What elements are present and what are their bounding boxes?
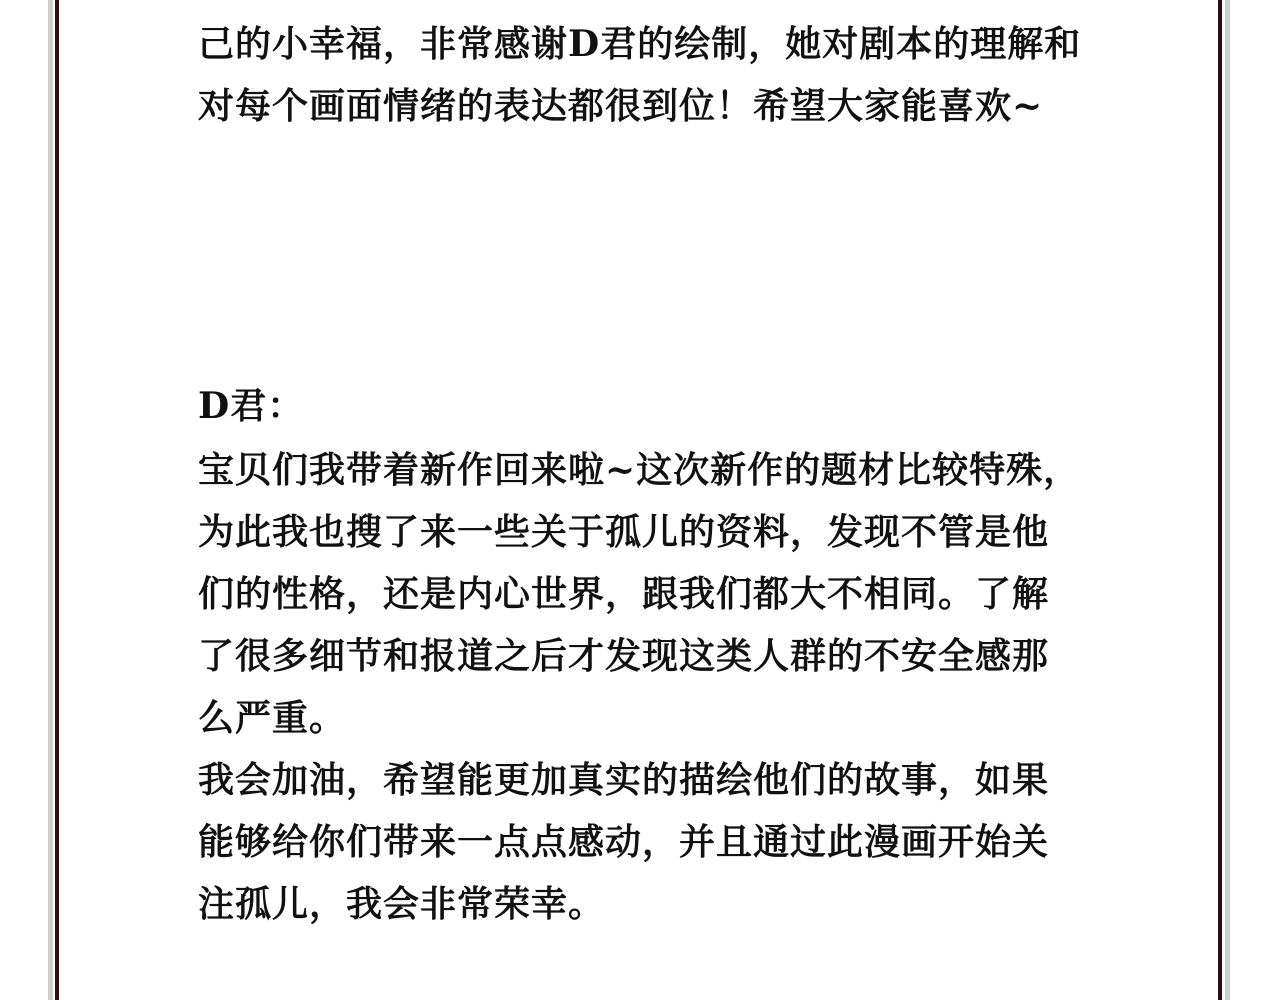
author-line-8: 注孤儿，我会非常荣幸。 — [198, 883, 606, 925]
author-label: D君： — [198, 385, 305, 427]
author-line-7: 能够给你们带来一点点感动，并且通过此漫画开始关 — [198, 821, 1050, 863]
author-line-6: 我会加油，希望能更加真实的描绘他们的故事，如果 — [198, 759, 1050, 801]
frame-right-inner-border — [1218, 0, 1222, 1000]
author-line-5: 么严重。 — [198, 697, 347, 739]
frame-left-inner-border — [55, 0, 59, 1000]
author-line-2: 为此我也搜了来一些关于孤儿的资料，发现不管是他 — [198, 511, 1050, 553]
author-line-4: 了很多细节和报道之后才发现这类人群的不安全感那 — [198, 635, 1050, 677]
author-line-3: 们的性格，还是内心世界，跟我们都大不相同。了解 — [198, 573, 1050, 615]
frame-left-outer-border — [48, 0, 53, 1000]
intro-line-1: 己的小幸福，非常感谢D君的绘制，她对剧本的理解和 — [198, 23, 1082, 65]
intro-line-2: 对每个画面情绪的表达都很到位！希望大家能喜欢~ — [198, 85, 1044, 127]
author-line-1: 宝贝们我带着新作回来啦~这次新作的题材比较特殊， — [198, 449, 1081, 491]
frame-right-outer-border — [1225, 0, 1230, 1000]
